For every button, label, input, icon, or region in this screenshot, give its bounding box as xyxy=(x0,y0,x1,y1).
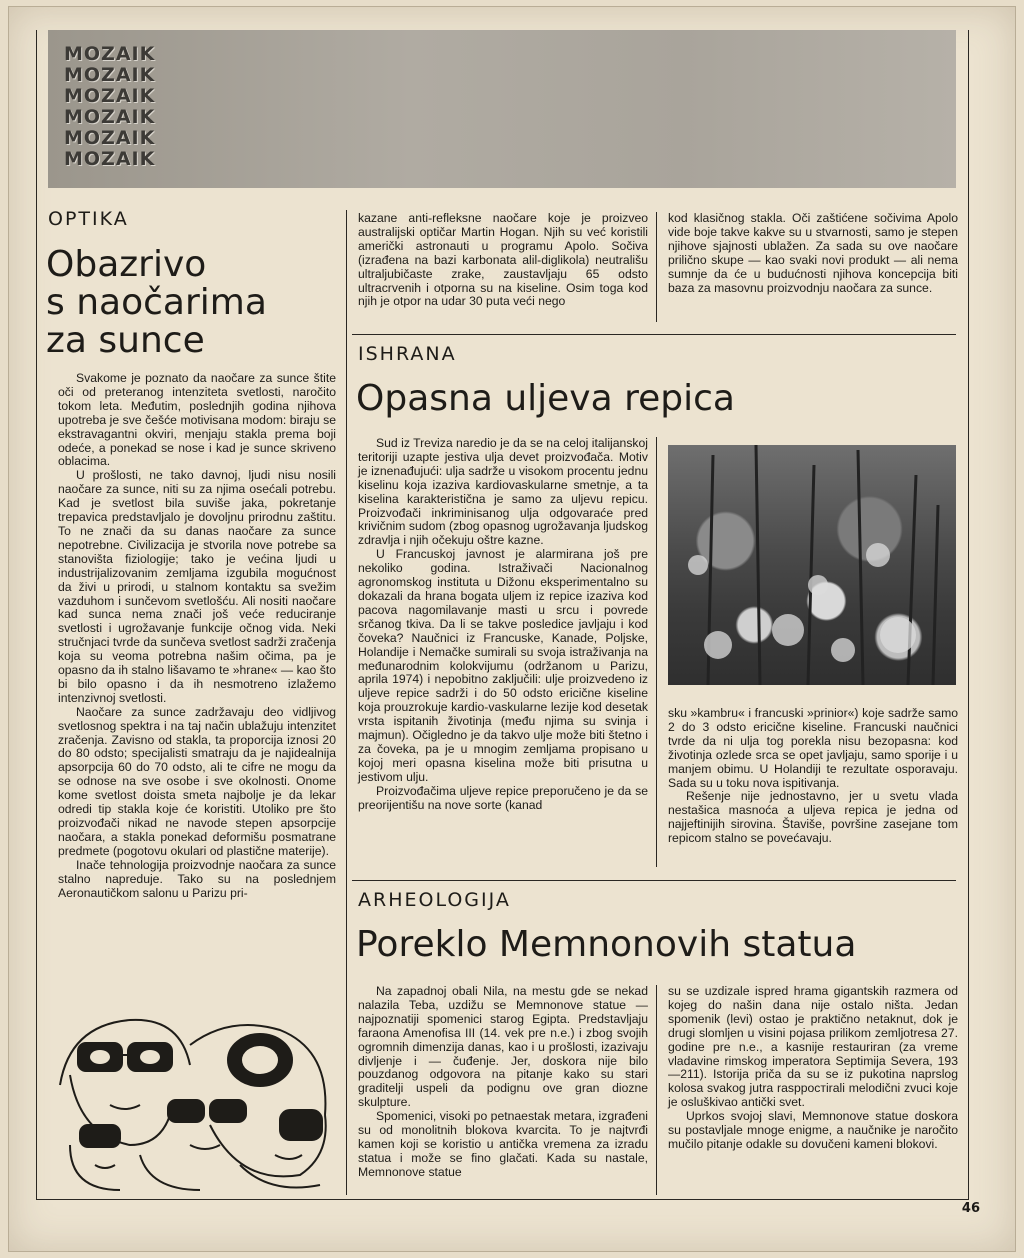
bottom-rule xyxy=(36,1199,968,1200)
rapeseed-photo xyxy=(668,445,956,685)
page-number: 46 xyxy=(961,1201,980,1216)
banner-line: MOZAIK xyxy=(64,64,156,86)
sunglasses-icon xyxy=(78,1034,322,1147)
banner-words xyxy=(64,44,155,170)
paragraph: Sud iz Treviza naredio je da se na celoj italijanskoj teritoriji uzapte jestiva ulja devet proizvođača. Motiv je iznenađujući: ulja sadrže u visokom procentu jednu kiselinu koja izaziva kardiovaskularne smetnje, a ta kiselina karakteristična je samo za uljevu repicu. Proizvođači inkriminisanog ulja odgovaraće pred krivičnim sudom (zbog opasnog ugrožavanja ljudskog zdravlja i njih očekuju oštre kazne. xyxy=(358,436,648,548)
section-divider xyxy=(352,880,956,881)
banner-line: MOZAIK xyxy=(64,85,156,107)
headline-ishrana: Opasna uljeva repica xyxy=(356,378,735,419)
headline-line: za sunce xyxy=(46,319,205,361)
left-margin-rule xyxy=(36,30,37,1200)
banner-line: MOZAIK xyxy=(64,106,156,128)
headline-line: Obazrivo xyxy=(46,244,207,285)
ishrana-column-2 xyxy=(668,707,958,846)
optika-column-3 xyxy=(668,212,958,295)
paragraph: kazane anti-refleksne naočare koje je proizveo australijski optičar Martin Hogan. Njih su već koristili američki astronauti u programu Apolo. Sočiva (izrađena na bazi karbonata alil-diglikola) neutrališu ultraljubičaste zrake, zaustavljaju 65 odsto ultracrvenih i otporna su na kiseline. Osim toga kod njih je otpor na udar 30 puta veći nego xyxy=(358,211,648,309)
headline-line: s naočarima xyxy=(46,281,267,323)
mozaik-banner xyxy=(48,30,956,188)
paragraph: Inače tehnologija proizvodnje naočara za sunce stalno napreduje. Tako su na poslednjem Aeronautičkom salonu u Parizu pri- xyxy=(58,857,336,900)
banner-line: MOZAIK xyxy=(64,148,156,170)
paragraph: Uprkos svojoj slavi, Memnonove statue doskora su postavljale mnoge enigme, a naučnike je naročito mučilo pitanje odakle su dovučeni kameni blokovi. xyxy=(668,1109,958,1151)
optika-column-2 xyxy=(358,212,648,309)
section-label-ishrana: ISHRANA xyxy=(358,343,457,365)
paragraph: su se uzdizale ispred hrama gigantskih razmera od kojeg do našin dana nije ostalo ništa. Jedan spomenik (levi) ostao je praktično netaknut, dok je drugi slomljen u visini pojasa prilikom zemljotresa 27. godine pre n.e., a kasnije restauriran (za vreme vladavine rimskog imperatora Septimija Severa, 193—211). Istorija priča da su se iz pukotina naprslog kolosa svakog jutra raspростirali melodični zvuci koje je osluškivao antički svet. xyxy=(668,984,958,1110)
rapeseed-stalks xyxy=(668,445,956,685)
right-margin-rule xyxy=(968,30,969,1200)
headline-optika xyxy=(46,246,346,359)
arheologija-column-2 xyxy=(668,985,958,1152)
section-label-optika: OPTIKA xyxy=(48,208,129,230)
section-divider xyxy=(352,334,956,335)
paragraph: Na zapadnoj obali Nila, na mestu gde se nekad nalazila Teba, uzdižu se Memnonove statue — najpoznatiji spomenici starog Egipta. Predstavljaju faraona Amenofisa III (14. vek pre n.e.) i zbog svojih ogromnih dimenzija danas, kao i u prošlosti, izazivaju divljenje i — čuđenje. Jer, doskora nije bilo pouzdanog odgovora na pitanje kako su stari graditelji uspeli da podignu ove gran diozne skulpture. xyxy=(358,984,648,1110)
paragraph: Proizvođačima uljeve repice preporučeno je da se preorijentišu na nove sorte (kanad xyxy=(358,783,648,812)
column-rule xyxy=(656,437,657,867)
paragraph: Rešenje nije jednostavno, jer u svetu vlada nestašica masnoća a ulјeva repica je jedna od najjeftinijih sirovina. Štaviše, površine zasejane tom repicom stalno se povećavaju. xyxy=(668,789,958,846)
banner-line: MOZAIK xyxy=(64,127,156,149)
section-label-arheologija: ARHEOLOGIJA xyxy=(358,889,511,911)
paragraph: U prošlosti, ne tako davnoj, ljudi nisu nosili naočare za sunce, niti su za njima osećali potrebu. Kad je svetlost bila suviše jaka, pokretanje trepavica predstavljalo je dovoljnu prirodnu zaštitu. To ne znači da su danas naočare za sunce nepotrebne. Civilizacija je stvorila nove potrebe sa stanovišta fiziologije; tako je većina ljudi u industrijalizovanim zemljama izgubila mogućnost da živi u prirodi, u stalnom kontaktu sa svežim vazduhom i sunčevom svetlošću. Ali nositi naočare kad sunca nema znači još veće reduciranje svetlosti i ugrožavanje funkcije očnog vida. Neki stručnjaci tvrde da sunčeva svetlost sadrži zračenja koja su veoma potrebna našim očima, pa je opasno da ih stalno lišavamo te »hrane« — kao što bi bilo opasno i da ih nesmotreno izlažemo intenzivnoj svetlosti. xyxy=(58,468,336,705)
sunglasses-faces-illustration xyxy=(40,1005,340,1195)
ishrana-column-1 xyxy=(358,437,648,812)
paragraph: U Francuskoj javnost je alarmirana još pre nekoliko godina. Istraživači Nacionalnog agronomskog instituta u Dižonu eksperimentalno su dokazali da hrana bogata uljem iz repice izaziva kod pacova nagomilavanje masti u srcu i povrede srčanog tkiva. Da li se takve posledice javljaju i kod čoveka? Naučnici iz Francuske, Kanade, Poljske, Holandije i Nemačke sumirali su svoja istraživanja na međunarodnim kolokvijumu (održanom u Parizu, aprila 1974) i nepobitno zaključili: ulje proizvedeno iz uljeve repice sadrži i do 50 odsto ericične kiseline koja prouzrokuje kardio-vaskularne lezije kod desetak vrsta ispitanih životinja (među njima su svinja i majmun). Očigledno je da takvo ulje može biti štetno i za čoveka, pa je u mnogim zemljama propisano u kojoj meri opasna kiselina može biti prisutna u jestivom ulju. xyxy=(358,547,648,784)
headline-arheologija: Poreklo Memnonovih statua xyxy=(356,924,857,965)
arheologija-column-1 xyxy=(358,985,648,1180)
paragraph: kod klasičnog stakla. Oči zaštićene sočivima Apolo vide boje takve kakve su u stvarnosti, samo je stepen njihove sjajnosti ublažen. Za sada su ove naočare prilično skupe — kao svaki novi produkt — ali nema sumnje da će u budućnosti njihova koncepcija biti baza za masovnu proizvodnju naočara za sunce. xyxy=(668,211,958,295)
column-rule xyxy=(346,210,347,1195)
column-rule xyxy=(656,212,657,322)
paragraph: sku »kambru« i francuski »prinior«) koje sadrže samo 2 do 3 odsto ericične kiseline. Francuski naučnici tvrde da ni ulja tog porekla nisu bezopasna: kod životinja ozlede srca se opet javljaju, samo sporije i u manjem obimu. U Holandiji te rezultate osporavaju. Sada su u toku nova ispitivanja. xyxy=(668,706,958,790)
column-rule xyxy=(656,985,657,1195)
paragraph: Svakome je poznato da naočare za sunce štite oči od preteranog intenziteta svetlosti, naročito tokom leta. Međutim, poslednjih godina njihova upotreba je sve češće motivisana modom: biraju se ekstravagantni okviri, menjaju stakla prema boji odeće, a ponekad se nose i kad je sunce skriveno oblacima. xyxy=(58,371,336,469)
banner-line: MOZAIK xyxy=(64,43,156,65)
paragraph: Naočare za sunce zadržavaju deo vidljivog svetlosnog spektra i na taj način ublažuju intenzitet zračenja. Zavisno od stakla, ta proporcija iznosi 20 do 80 odsto; specijalisti smatraju da je najidealnija apsorpcija 60 do 70 odsto, ali te cifre ne mogu da se odnose na sve osobe i sve okolnosti. Onome kome svetlost doista smeta najbolje je da lekar odredi tip stakla koje će koristiti. Utoliko pre što proizvođači nikad ne navode stepen apsorpcije naočara, a stakla ponekad deformišu posmatrane predmete (pogotovu okulari od plastične materije). xyxy=(58,704,336,858)
paragraph: Spomenici, visoki po petnaestak metara, izgrađeni su od monolitnih blokova kvarcita. To je najtvrđi kamen koji se koristio u antička vremena za izradu statua i može se fino glačati. Kada su nastale, Memnonove statue xyxy=(358,1109,648,1179)
optika-column-1 xyxy=(58,372,336,900)
